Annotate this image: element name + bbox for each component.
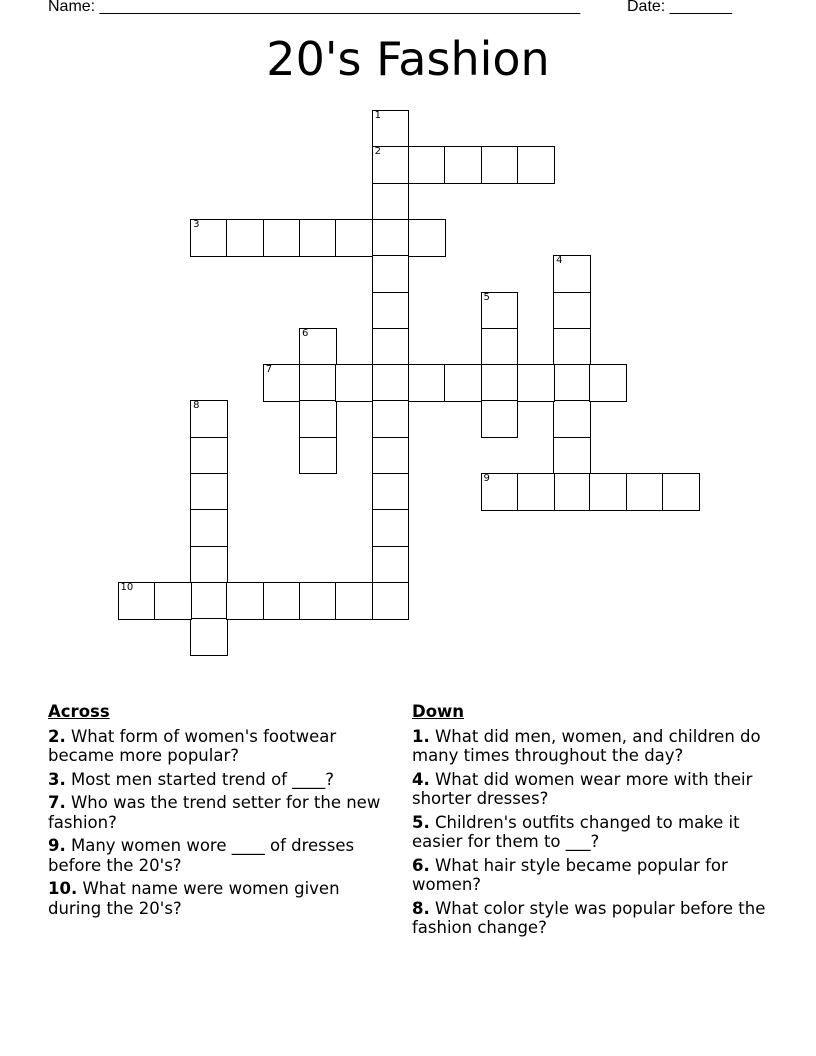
clue-across-2 [48, 727, 388, 766]
cell-number: 9 [483, 473, 490, 484]
grid-cell [335, 582, 373, 620]
grid-cell [372, 437, 410, 475]
down-clues [412, 702, 772, 942]
across-heading: Across [48, 702, 110, 721]
clue-down-4 [412, 770, 772, 809]
down-heading: Down [412, 702, 465, 721]
grid-cell [553, 437, 591, 475]
grid-cell [190, 546, 228, 584]
cell-number: 10 [120, 581, 134, 593]
grid-cell [190, 219, 228, 257]
grid-cell [408, 219, 446, 257]
clue-down-5 [412, 813, 772, 852]
clue-number: 1. [412, 726, 430, 746]
clue-across-10 [48, 879, 388, 918]
clue-text: What did men, women, and children do many times throughout the day? [412, 726, 761, 765]
grid-cell [299, 437, 337, 475]
date-field-label: Date: _______ [627, 0, 732, 15]
across-clues [48, 702, 388, 922]
grid-cell [372, 255, 410, 293]
clue-number: 7. [48, 793, 66, 812]
grid-cell [589, 473, 627, 511]
clue-text: Who was the trend setter for the new fashion? [48, 793, 381, 832]
clue-number: 9. [48, 836, 66, 855]
grid-cell [481, 473, 519, 511]
grid-cell [408, 364, 446, 402]
cell-number: 7 [265, 364, 273, 376]
grid-cell [372, 400, 410, 438]
cell-number: 3 [193, 218, 200, 230]
clue-text: What did women wear more with their shorter dresses? [412, 769, 753, 808]
grid-cell [226, 219, 264, 257]
grid-cell [408, 146, 446, 184]
grid-cell [372, 183, 410, 221]
clue-text: What color style was popular before the fashion change? [412, 898, 766, 937]
grid-cell [263, 364, 301, 402]
grid-cell [626, 473, 664, 511]
name-field-label: Name: ______________________________________________________ [48, 0, 581, 15]
grid-cell [335, 364, 373, 402]
grid-cell [662, 473, 700, 511]
grid-cell [553, 255, 591, 293]
grid-cell [190, 509, 228, 547]
page-title: 20's Fashion [266, 32, 550, 86]
clue-number: 2. [48, 726, 66, 746]
grid-cell [481, 328, 519, 366]
grid-cell [372, 509, 410, 547]
grid-cell [517, 146, 555, 184]
grid-cell [372, 473, 410, 511]
grid-cell [553, 473, 591, 511]
cell-number: 5 [483, 291, 490, 303]
clue-text: Many women wore ____ of dresses before the 20's? [48, 836, 355, 875]
grid-cell [589, 364, 627, 402]
grid-cell [372, 582, 410, 620]
grid-cell [299, 219, 337, 257]
grid-cell [553, 292, 591, 330]
grid-cell [190, 582, 228, 620]
grid-cell [372, 219, 410, 257]
grid-cell [553, 364, 591, 402]
grid-cell [481, 146, 519, 184]
clue-down-8 [412, 899, 772, 938]
grid-cell [481, 400, 519, 438]
grid-cell [190, 437, 228, 475]
cell-number: 1 [374, 110, 381, 121]
grid-cell [299, 400, 337, 438]
grid-cell [372, 146, 410, 184]
clue-down-1 [412, 727, 772, 766]
grid-cell [190, 400, 228, 438]
grid-cell [299, 364, 337, 402]
grid-cell [372, 364, 410, 402]
grid-cell [372, 546, 410, 584]
clue-number: 4. [412, 769, 430, 789]
grid-cell [154, 582, 192, 620]
grid-cell [263, 582, 301, 620]
clue-number: 8. [412, 898, 430, 918]
grid-cell [335, 219, 373, 257]
grid-cell [517, 473, 555, 511]
grid-cell [372, 110, 410, 148]
clue-down-6 [412, 856, 772, 895]
clue-number: 6. [412, 855, 430, 875]
grid-cell [481, 292, 519, 330]
clue-across-3 [48, 770, 388, 790]
grid-cell [444, 364, 482, 402]
cell-number: 2 [374, 146, 381, 158]
grid-cell [299, 582, 337, 620]
grid-cell [190, 473, 228, 511]
grid-cell [372, 328, 410, 366]
grid-cell [517, 364, 555, 402]
grid-cell [190, 618, 228, 656]
grid-cell [553, 400, 591, 438]
grid-cell [118, 582, 156, 620]
clue-number: 5. [412, 812, 430, 832]
grid-cell [226, 582, 264, 620]
cell-number: 8 [193, 400, 200, 412]
cell-number: 6 [302, 327, 309, 339]
grid-cell [553, 328, 591, 366]
clue-text: What form of women's footwear became more popular? [48, 726, 337, 765]
clue-number: 10. [48, 879, 78, 898]
clue-across-7 [48, 793, 388, 832]
clue-text: Most men started trend of ____? [65, 769, 334, 789]
clue-text: Children's outfits changed to make it easier for them to ___? [412, 812, 740, 851]
grid-cell [481, 364, 519, 402]
clue-across-9 [48, 836, 388, 875]
grid-cell [263, 219, 301, 257]
clue-number: 3. [48, 769, 66, 789]
cell-number: 4 [556, 255, 563, 267]
clue-text: What name were women given during the 20's? [48, 879, 340, 918]
grid-cell [444, 146, 482, 184]
grid-cell [299, 328, 337, 366]
clue-text: What hair style became popular for women? [412, 855, 728, 894]
grid-cell [372, 292, 410, 330]
